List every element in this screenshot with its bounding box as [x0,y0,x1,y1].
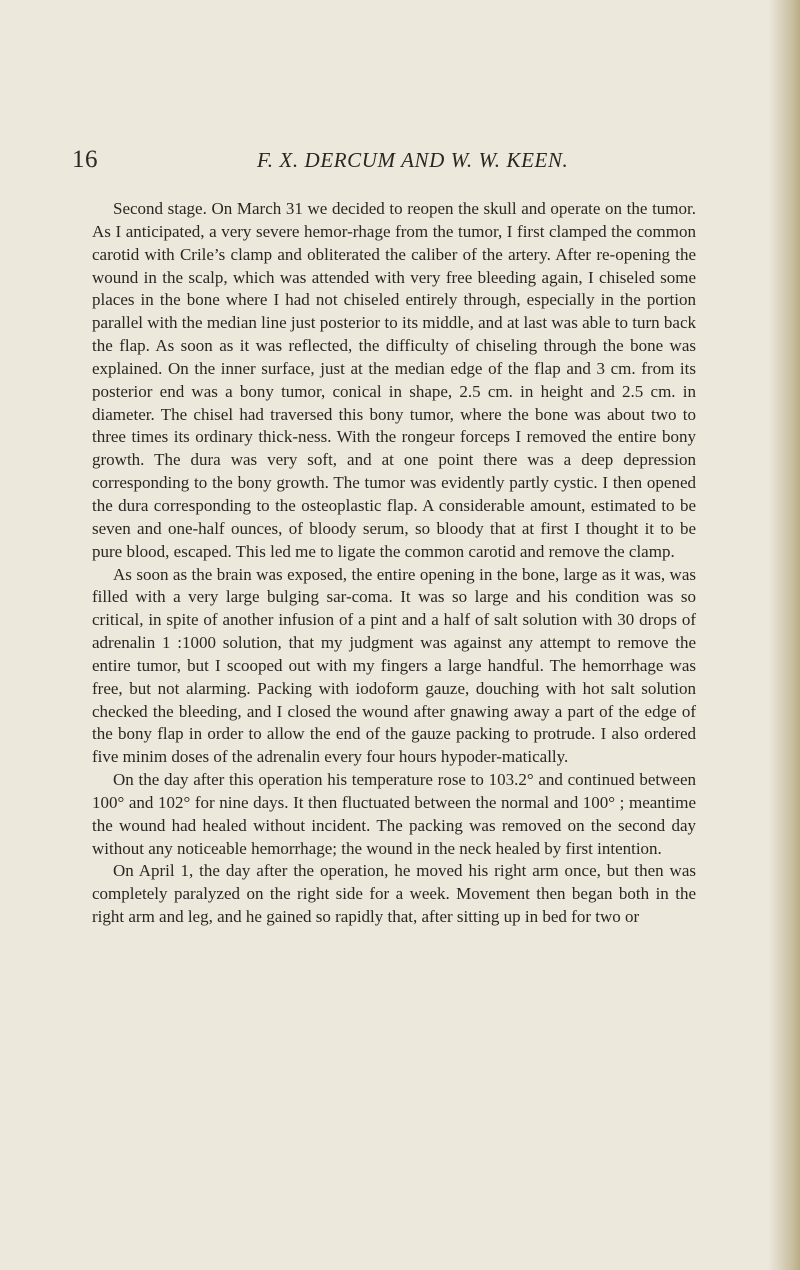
page-edge-shading [768,0,800,1270]
running-head: F. X. DERCUM AND W. W. KEEN. [257,148,569,172]
paragraph-brain-exposed: As soon as the brain was exposed, the entire opening in the bone, large as it was, was filled with a very large bulging sar-coma. It was so large and his condition was so critical, in spite of another infusion of a pint and a half of salt solution with 30 drops of adrenalin 1 :1000 solution, that my judgment was against any attempt to remove the entire tumor, but I scooped out with my fingers a large handful. The hemorrhage was free, but not alarming. Packing with iodoform gauze, douching with hot salt solution checked the bleeding, and I closed the wound after gnawing away a part of the edge of the bony flap in order to allow the end of the gauze packing to protrude. I also ordered five minim doses of the adrenalin every four hours hypoder-matically. [92,564,696,767]
paragraph-temperature: On the day after this operation his temperature rose to 103.2° and continued between 100° and 102° for nine days. It then fluctuated between the normal and 100° ; meantime the wound had healed without incident. The packing was removed on the second day without any noticeable hemorrhage; the wound in the neck healed by first intention. [92,770,696,858]
page-number: 16 [72,146,98,173]
page-header [72,146,712,182]
body-text [92,198,696,929]
paragraph-april-movement: On April 1, the day after the operation, he moved his right arm once, but then was completely paralyzed on the right side for a week. Movement then began both in the right arm and leg, and he gained so rapidly that, after sitting up in bed for two or [92,861,696,927]
paragraph-second-stage: Second stage. On March 31 we decided to reopen the skull and operate on the tumor. As I anticipated, a very severe hemor-rhage from the tumor, I first clamped the common carotid with Crile’s clamp and obliterated the caliber of the artery. After re-opening the wound in the scalp, which was attended with very free bleeding again, I chiseled some places in the bone where I had not chiseled entirely through, especially in the portion parallel with the median line just posterior to its middle, and at last was able to turn back the flap. As soon as it was reflected, the difficulty of chiseling through the bone was explained. On the inner surface, just at the median edge of the flap and 3 cm. from its posterior end was a bony tumor, conical in shape, 2.5 cm. in height and 2.5 cm. in diameter. The chisel had traversed this bony tumor, where the bone was about two to three times its ordinary thick-ness. With the rongeur forceps I removed the entire bony growth. The dura was very soft, and at one point there was a deep depression corresponding to the bony growth. The tumor was evidently partly cystic. I then opened the dura corresponding to the osteoplastic flap. A considerable amount, estimated to be seven and one-half ounces, of bloody serum, so bloody that at first I thought it to be pure blood, escaped. This led me to ligate the common carotid and remove the clamp. [92,199,696,561]
